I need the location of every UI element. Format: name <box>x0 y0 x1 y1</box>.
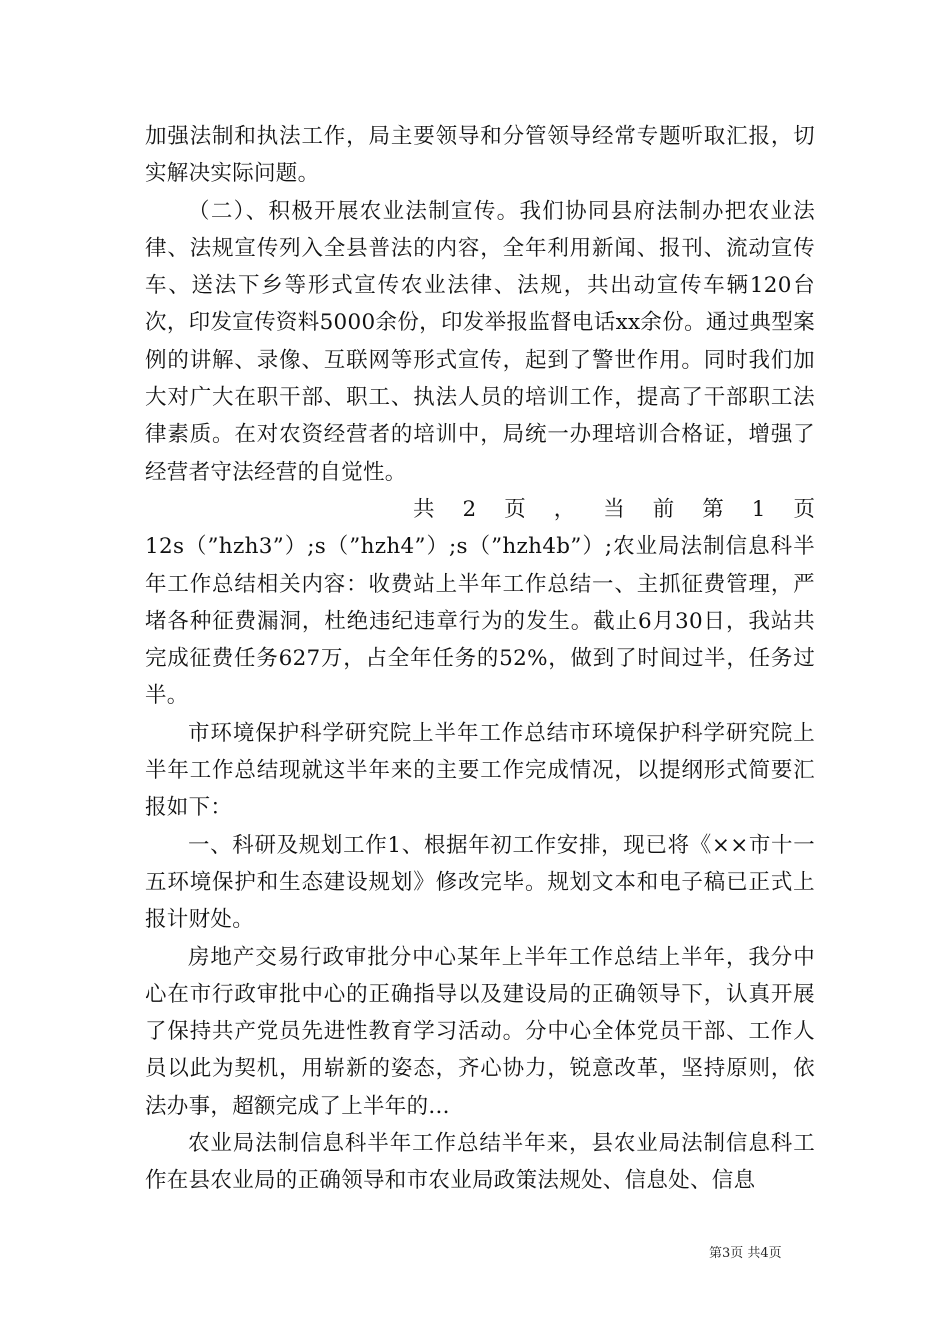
pager-char: 前 <box>652 496 675 522</box>
pager-char: 页 <box>504 496 526 522</box>
pager-char: 共 <box>413 496 435 522</box>
pager-char: 第 <box>702 496 724 522</box>
paragraph-1: 加强法制和执法工作，局主要领导和分管领导经常专题听取汇报，切实解决实际问题。 <box>145 124 815 187</box>
pager-char: 当 <box>603 496 625 522</box>
pager-char: ， <box>553 496 576 522</box>
pager-char: 1 <box>751 496 766 522</box>
pager-char: 2 <box>462 496 477 522</box>
page-footer: 第3页 共4页 <box>709 1246 782 1261</box>
paragraph-3: 12s（”hzh3”）;s（”hzh4”）;s（”hzh4b”）;农业局法制信息科半年工作总结相关内容：收费站上半年工作总结一、主抓征费管理，严堵各种征费漏洞，杜绝违纪违章行为的发生。截止6月30日，我站共完成征费任务627万，占全年任务的52%，做到了时间过半，任务过半。 <box>145 534 815 709</box>
paragraph-7: 农业局法制信息科半年工作总结半年来，县农业局法制信息科工作在县农业局的正确领导和市农业局政策法规处、信息处、信息 <box>145 1131 815 1194</box>
paragraph-2: （二）、积极开展农业法制宣传。我们协同县府法制办把农业法律、法规宣传列入全县普法的内容，全年利用新闻、报刊、流动宣传车、送法下乡等形式宣传农业法律、法规，共出动宣传车辆120台次，印发宣传资料5000余份，印发举报监督电话xx余份。通过典型案例的讲解、录像、互联网等形式宣传，起到了警世作用。同时我们加大对广大在职干部、职工、执法人员的培训工作，提高了干部职工法律素质。在对农资经营者的培训中，局统一办理培训合格证，增强了经营者守法经营的自觉性。 <box>145 198 815 485</box>
paragraph-4: 市环境保护科学研究院上半年工作总结市环境保护科学研究院上半年工作总结现就这半年来的主要工作完成情况，以提纲形式简要汇报如下： <box>145 720 815 821</box>
paragraph-6: 房地产交易行政审批分中心某年上半年工作总结上半年，我分中心在市行政审批中心的正确指导以及建设局的正确领导下，认真开展了保持共产党员先进性教育学习活动。分中心全体党员干部、工作人员以此为契机，用崭新的姿态，齐心协力，锐意改革，坚持原则，依法办事，超额完成了上半年的... <box>145 944 815 1119</box>
inline-page-indicator <box>145 491 815 528</box>
paragraph-5: 一、科研及规划工作1、根据年初工作安排，现已将《××市十一五环境保护和生态建设规划》修改完毕。规划文本和电子稿已正式上报计财处。 <box>145 832 815 933</box>
document-body <box>145 118 815 1200</box>
pager-char: 页 <box>793 496 815 522</box>
